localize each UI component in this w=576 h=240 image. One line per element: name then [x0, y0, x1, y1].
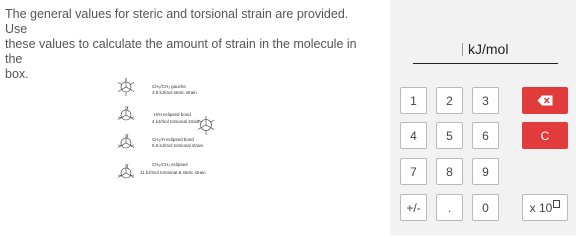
key-0[interactable]: 0 [472, 194, 499, 221]
newman-projection-target [198, 116, 214, 135]
exponent-label: x 10 [529, 200, 553, 215]
backspace-icon [537, 95, 553, 106]
question-text [5, 7, 365, 82]
ref-ch3ch3-value: 11 kJ/mol torsional & steric strain [140, 170, 206, 175]
backspace-button[interactable] [522, 87, 568, 114]
newman-projection-ch3h-eclipsed [118, 134, 134, 148]
key-1[interactable]: 1 [400, 87, 427, 114]
ref-ch3h-value: 5.6 kJ/mol torsional strain [152, 143, 204, 148]
unit-label: kJ/mol [468, 41, 509, 57]
ref-hh-title: H/H eclipsed bond [154, 112, 191, 117]
answer-input[interactable] [413, 40, 465, 60]
answer-area [413, 38, 558, 64]
ref-ch3ch3-title: CH₃/CH₃ eclipsed [152, 162, 188, 167]
key-8[interactable]: 8 [436, 158, 463, 185]
text-caret [462, 43, 463, 56]
ref-ch3h-title: CH₃/H eclipsed bond [152, 137, 194, 142]
question-line-1: The general values for steric and torsional strain are provided. Use [5, 7, 349, 36]
key-3[interactable]: 3 [472, 87, 499, 114]
key-7[interactable]: 7 [400, 158, 427, 185]
clear-button[interactable]: C [522, 122, 568, 149]
key-9[interactable]: 9 [472, 158, 499, 185]
question-line-2: these values to calculate the amount of strain in the molecule in the [5, 37, 357, 66]
key-decimal[interactable]: . [436, 194, 463, 221]
key-6[interactable]: 6 [472, 122, 499, 149]
ref-gauche-title: CH₃/CH₃ gauche [152, 84, 186, 89]
key-plus-minus[interactable]: +/- [400, 194, 427, 221]
reference-figures [110, 75, 260, 200]
ref-gauche-value: 3.8 kJ/mol steric strain [152, 90, 197, 95]
newman-projection-gauche [118, 78, 134, 96]
ref-hh-value: 4 kJ/mol torsional strain [152, 119, 200, 124]
newman-projection-hh-eclipsed [118, 106, 134, 120]
question-line-3: box. [5, 67, 29, 81]
key-5[interactable]: 5 [436, 122, 463, 149]
key-2[interactable]: 2 [436, 87, 463, 114]
newman-projection-ch3ch3-eclipsed [118, 164, 134, 178]
exponent-box-icon [553, 200, 560, 208]
key-4[interactable]: 4 [400, 122, 427, 149]
exponent-button[interactable] [522, 194, 568, 221]
